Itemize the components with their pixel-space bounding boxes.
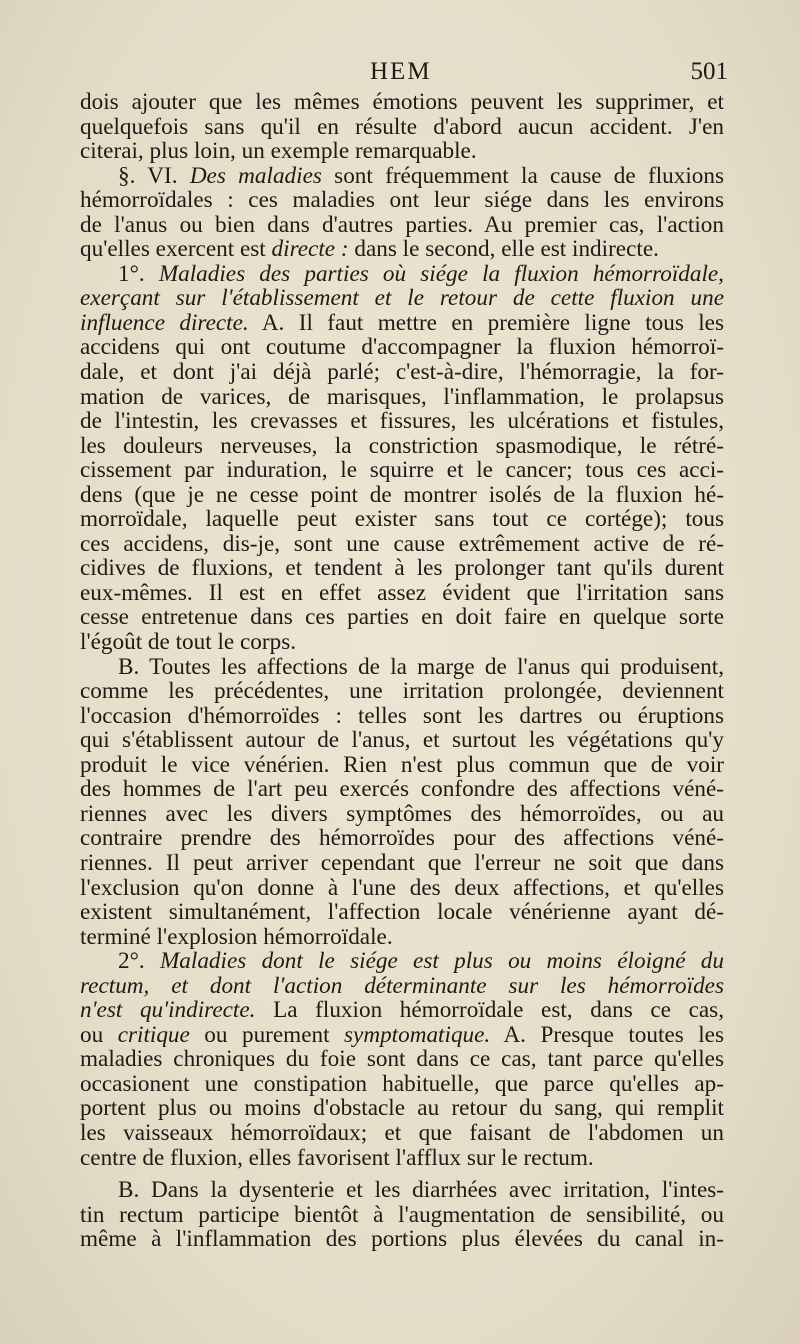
text-run: produit le vice vénérien. Rien n'est plus commun que de voir: [80, 751, 724, 778]
text-line: [80, 826, 724, 851]
text-run: riennes. Il peut arriver cependant que l'erreur ne soit que dans: [80, 849, 724, 876]
text-line: [80, 409, 724, 434]
text-line: [80, 237, 724, 262]
page-header: [80, 58, 728, 90]
text-line: [80, 1047, 724, 1072]
text-line: [80, 925, 724, 950]
text-run: comme les précédentes, une irritation prolongée, deviennent: [80, 678, 724, 705]
text-line: [80, 286, 724, 311]
text-run: existent simultanément, l'affection locale vénérienne ayant dé-: [80, 899, 724, 926]
text-line: [80, 1121, 724, 1146]
text-run: §. VI.: [118, 162, 190, 189]
text-line: [80, 900, 724, 925]
italic-text: influence directe.: [80, 309, 249, 336]
text-run: morroïdale, laquelle peut exister sans tout ce cortége); tous: [80, 506, 724, 533]
text-line: [80, 483, 724, 508]
text-line: [80, 139, 724, 164]
text-line: [80, 1178, 724, 1203]
text-line: [80, 679, 724, 704]
text-line: [80, 311, 724, 336]
page-number: 501: [690, 58, 728, 85]
text-line: [80, 1146, 724, 1171]
text-run: terminé l'explosion hémorroïdale.: [80, 923, 393, 950]
text-run: portent plus ou moins d'obstacle au retour du sang, qui remplit: [80, 1095, 724, 1122]
text-run: ces accidens, dis-je, sont une cause extrêmement active de ré-: [80, 530, 724, 557]
text-line: [80, 507, 724, 532]
text-run: citerai, plus loin, un exemple remarquable.: [80, 138, 477, 165]
text-line: [80, 213, 724, 238]
text-line: [80, 434, 724, 459]
text-run: eux-mêmes. Il est en effet assez évident que l'irritation sans: [80, 579, 724, 606]
text-line: [80, 728, 724, 753]
text-line: [80, 851, 724, 876]
text-line: [80, 335, 724, 360]
text-line: [80, 262, 724, 287]
text-run: les douleurs nerveuses, la constriction spasmodique, le rétré-: [80, 432, 724, 459]
body-text: [80, 90, 724, 1252]
text-run: hémorroïdales : ces maladies ont leur siége dans les environs: [80, 187, 724, 214]
text-line: [80, 876, 724, 901]
text-run: des hommes de l'art peu exercés confondre des affections véné-: [80, 776, 724, 803]
text-run: cissement par induration, le squirre et le cancer; tous ces acci-: [80, 457, 724, 484]
text-run: ou purement: [189, 1021, 345, 1048]
text-run: La fluxion hémorroïdale est, dans ce cas,: [255, 997, 724, 1024]
text-line: [80, 704, 724, 729]
italic-text: n'est qu'indirecte.: [80, 997, 256, 1024]
text-run: mation de varices, de marisques, l'inflammation, le prolapsus: [80, 383, 724, 410]
text-run: quelquefois sans qu'il en résulte d'abord aucun accident. J'en: [80, 113, 724, 140]
text-run: dale, et dont j'ai déjà parlé; c'est-à-dire, l'hémorragie, la for-: [80, 359, 724, 386]
text-line: [80, 581, 724, 606]
italic-text: directe :: [271, 236, 349, 263]
text-line: [80, 532, 724, 557]
text-line: [80, 605, 724, 630]
text-line: [80, 802, 724, 827]
text-run: 1°.: [118, 260, 159, 287]
text-run: l'exclusion qu'on donne à l'une des deux affections, et qu'elles: [80, 874, 724, 901]
text-line: [80, 188, 724, 213]
text-line: [80, 974, 724, 999]
text-run: B. Toutes les affections de la marge de l'anus qui produisent,: [118, 653, 724, 680]
text-line: [80, 164, 724, 189]
text-run: qui s'établissent autour de l'anus, et surtout les végétations qu'y: [80, 727, 724, 754]
italic-text: critique: [117, 1021, 190, 1048]
text-run: contraire prendre des hémorroïdes pour des affections véné-: [80, 825, 724, 852]
text-run: l'égoût de tout le corps.: [80, 629, 297, 656]
text-run: de l'intestin, les crevasses et fissures, les ulcérations et fistules,: [80, 408, 724, 435]
text-run: sont fréquemment la cause de fluxions: [321, 162, 724, 189]
text-run: dens (que je ne cesse point de montrer isolés de la fluxion hé-: [80, 481, 724, 508]
text-run: occasionent une constipation habituelle, que parce qu'elles ap-: [80, 1070, 724, 1097]
text-run: dans le second, elle est indirecte.: [348, 236, 659, 263]
text-run: dois ajouter que les mêmes émotions peuvent les supprimer, et: [80, 89, 724, 115]
italic-text: rectum, et dont l'action déterminante sur les hémorroïdes: [80, 972, 724, 999]
text-line: [80, 777, 724, 802]
text-run: accidens qui ont coutume d'accompagner la fluxion hémorroï-: [80, 334, 724, 361]
text-line: [80, 458, 724, 483]
text-line: [80, 1227, 724, 1252]
text-line: [80, 630, 724, 655]
text-run: l'occasion d'hémorroïdes : telles sont les dartres ou éruptions: [80, 702, 724, 729]
text-run: B. Dans la dysenterie et les diarrhées avec irritation, l'intes-: [118, 1177, 724, 1204]
italic-text: Maladies dont le siége est plus ou moins éloigné du: [159, 948, 724, 975]
text-line: [80, 556, 724, 581]
text-line: [80, 949, 724, 974]
text-line: [80, 1203, 724, 1228]
text-run: centre de fluxion, elles favorisent l'afflux sur le rectum.: [80, 1144, 594, 1171]
text-run: de l'anus ou bien dans d'autres parties. Au premier cas, l'action: [80, 211, 724, 238]
text-run: tin rectum participe bientôt à l'augmentation de sensibilité, ou: [80, 1201, 724, 1228]
text-line: [80, 1072, 724, 1097]
text-run: qu'elles exercent est: [80, 236, 272, 263]
text-line: [80, 385, 724, 410]
italic-text: Des maladies: [189, 162, 322, 189]
text-line: [80, 115, 724, 140]
text-run: riennes avec les divers symptômes des hémorroïdes, ou au: [80, 800, 724, 827]
text-line: [80, 90, 724, 115]
text-line: [80, 655, 724, 680]
text-run: maladies chroniques du foie sont dans ce cas, tant parce qu'elles: [80, 1046, 724, 1073]
text-line: [80, 360, 724, 385]
italic-text: exerçant sur l'établissement et le retour de cette fluxion une: [80, 285, 724, 312]
text-run: cidives de fluxions, et tendent à les prolonger tant qu'ils durent: [80, 555, 724, 582]
text-run: A. Il faut mettre en première ligne tous les: [248, 309, 724, 336]
text-run: même à l'inflammation des portions plus élevées du canal in-: [80, 1226, 724, 1253]
italic-text: Maladies des parties où siége la fluxion hémorroïdale,: [158, 260, 724, 287]
text-line: [80, 1023, 724, 1048]
text-run: 2°.: [118, 948, 160, 975]
text-run: A. Presque toutes les: [490, 1021, 724, 1048]
text-run: ou: [80, 1021, 118, 1048]
text-line: [80, 998, 724, 1023]
text-line: [80, 1096, 724, 1121]
text-line: [80, 753, 724, 778]
running-head: HEM: [370, 58, 432, 85]
italic-text: symptomatique.: [344, 1021, 491, 1048]
text-run: les vaisseaux hémorroïdaux; et que faisant de l'abdomen un: [80, 1119, 724, 1146]
text-run: cesse entretenue dans ces parties en doit faire en quelque sorte: [80, 604, 724, 631]
